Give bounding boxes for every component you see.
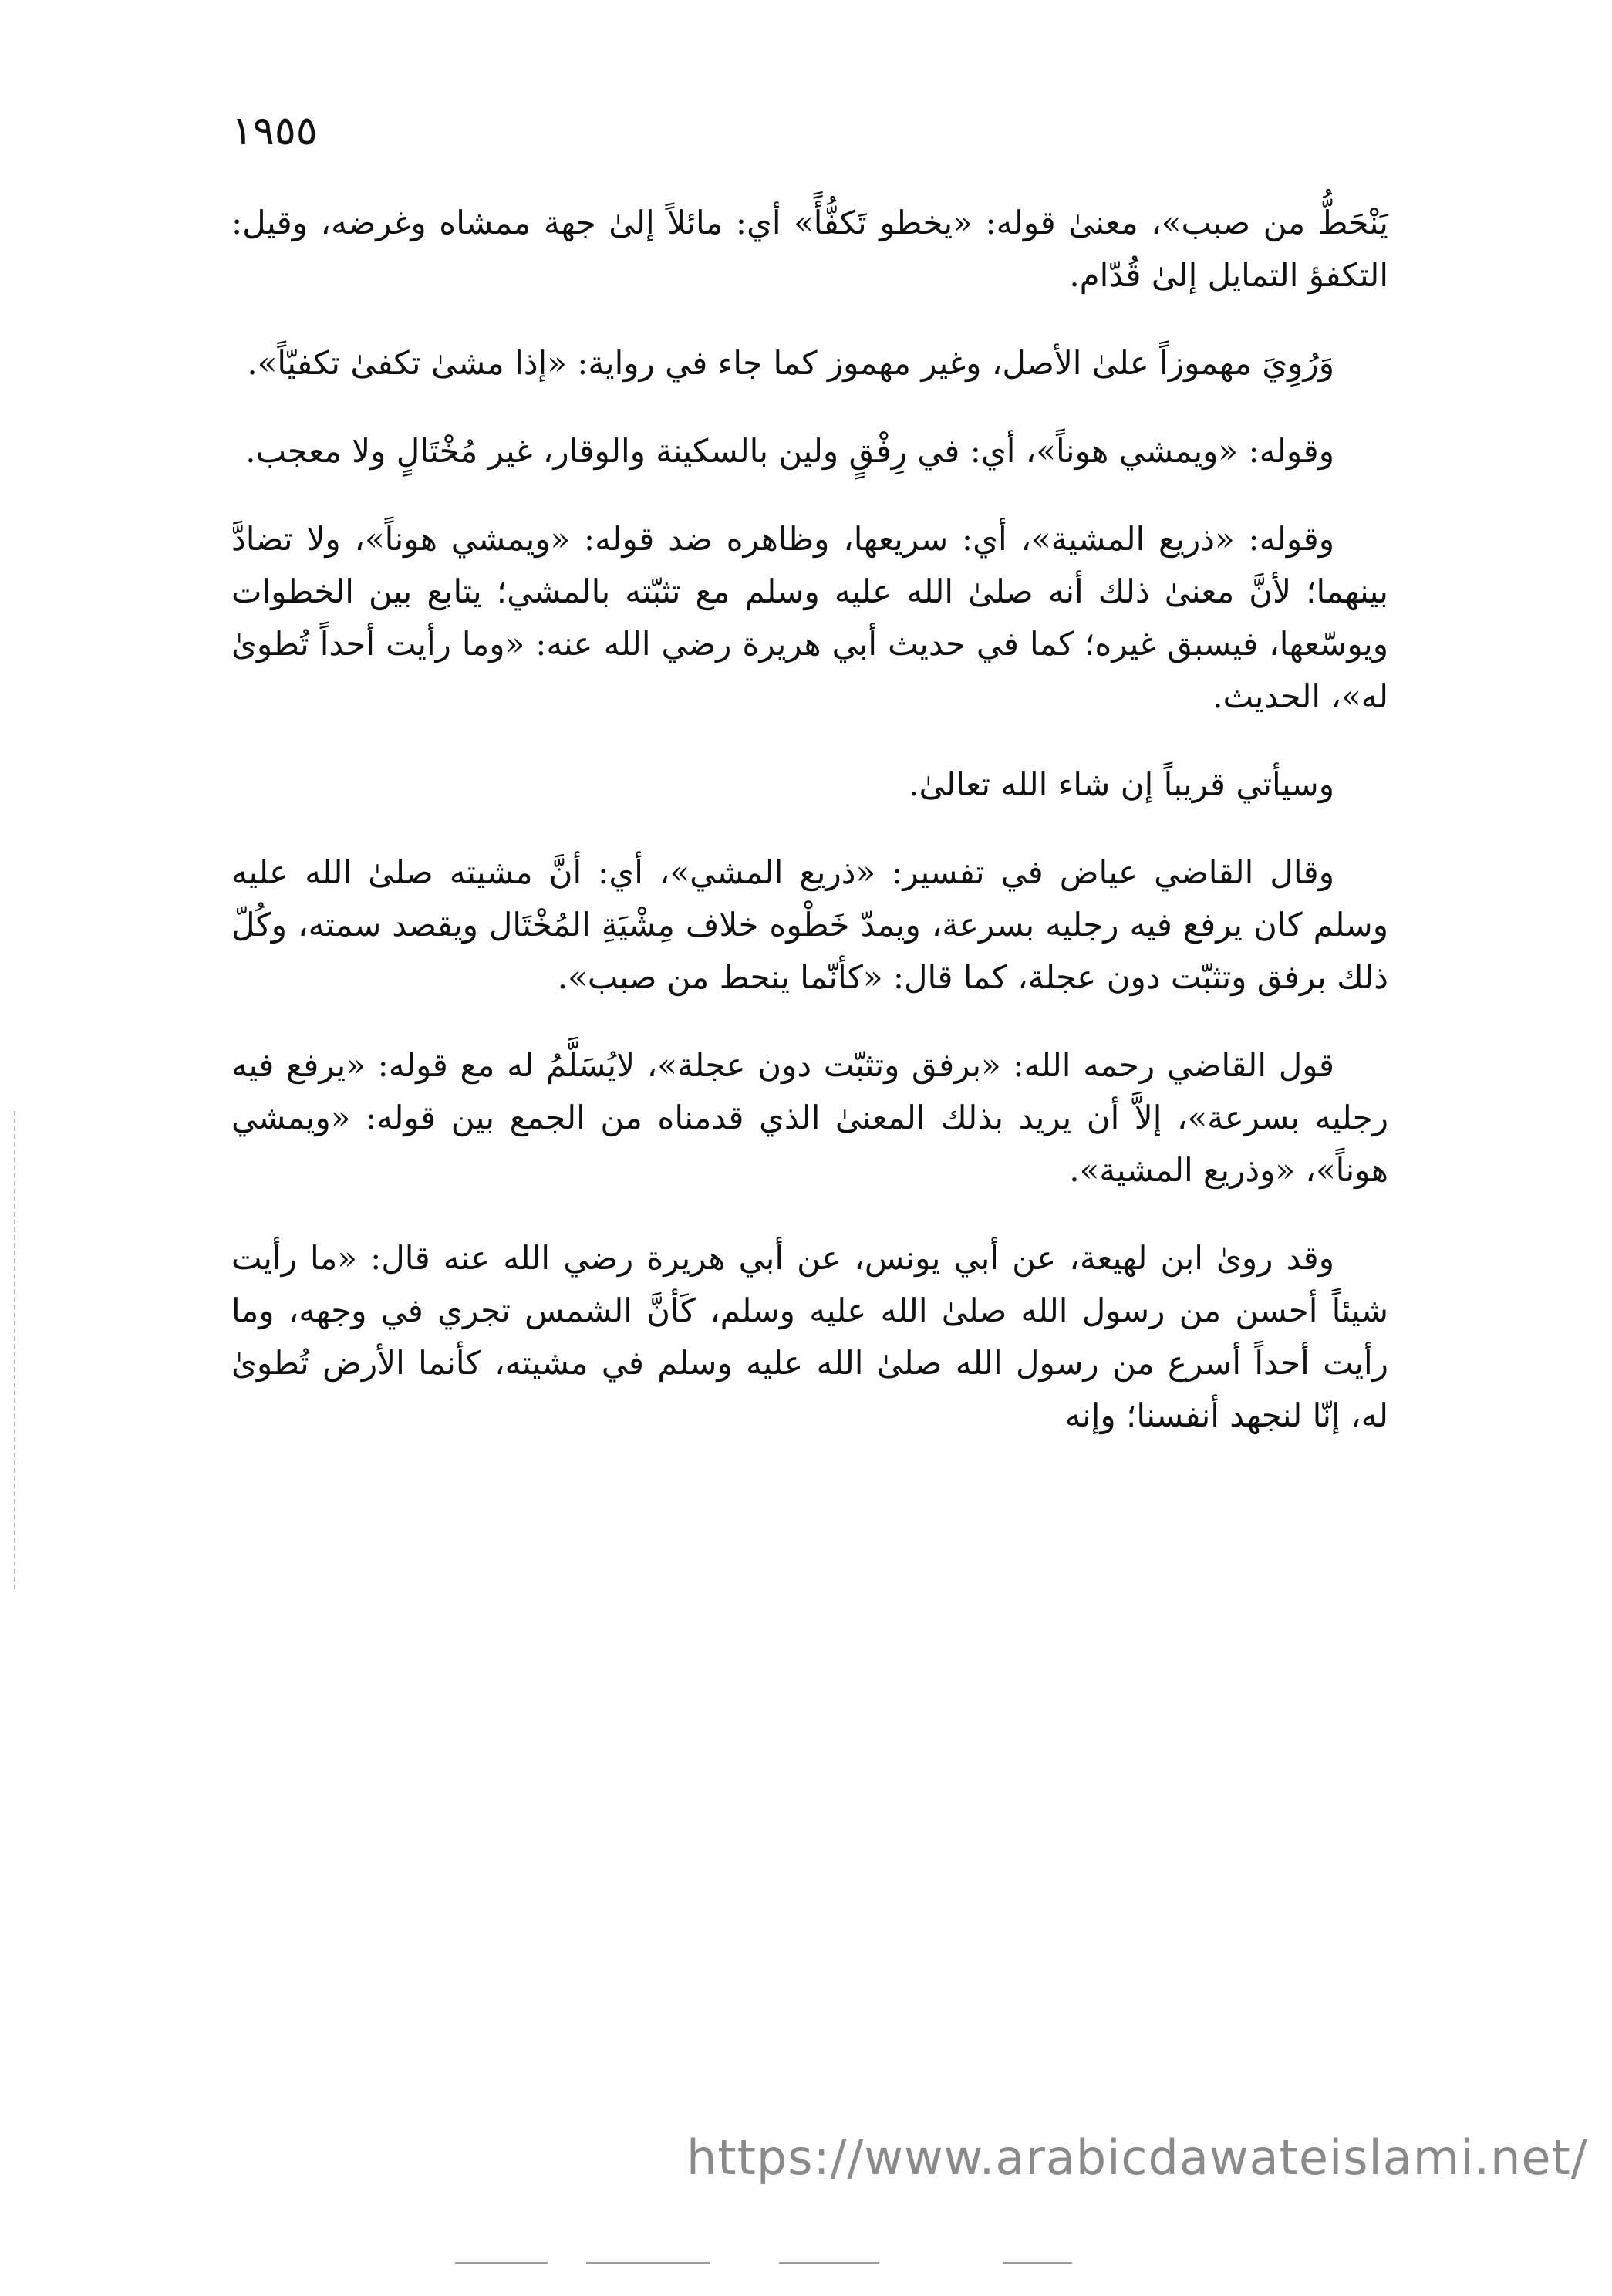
page-number: ١٩٥٥ — [231, 108, 318, 154]
bottom-rule — [779, 2262, 879, 2264]
bottom-rule — [1003, 2262, 1072, 2264]
paragraph-3: وقوله: «ويمشي هوناً»، أي: في رِفْقٍ ولين بالسكينة والوقار، غير مُخْتَالٍ ولا معجب. — [245, 432, 1334, 470]
paragraph-6: وقال القاضي عياض في تفسير: «ذريع المشي»، أي: أنَّ مشيته صلىٰ الله عليه وسلم كان يرفع فيه رجليه بسرعة، ويمدّ خَطْوه خلاف مِشْيَةِ المُخْتَال ويقصد سمته، وكُلّ ذلك برفق وتثبّت دون عجلة، كما قال: «كأنّما ينحط من صبب». — [231, 853, 1388, 996]
main-text — [231, 197, 1388, 1477]
paragraph-5: وسيأتي قريباً إن شاء الله تعالىٰ. — [909, 765, 1334, 803]
paragraph-4: وقوله: «ذريع المشية»، أي: سريعها، وظاهره ضد قوله: «ويمشي هوناً»، ولا تضادَّ بينهما؛ لأنَّ معنىٰ ذلك أنه صلىٰ الله عليه وسلم مع تثبّته بالمشي؛ يتابع بين الخطوات ويوسّعها، فيسبق غيره؛ كما في حديث أبي هريرة رضي الله عنه: «وما رأيت أحداً تُطوىٰ له»، الحديث. — [231, 520, 1388, 715]
scan-margin-line — [14, 1111, 17, 1589]
website-watermark: https://www.arabicdawateislami.net/ — [686, 2129, 1588, 2186]
paragraph-7: قول القاضي رحمه الله: «برفق وتثبّت دون عجلة»، لايُسَلَّمُ له مع قوله: «يرفع فيه رجليه بسرعة»، إلاَّ أن يريد بذلك المعنىٰ الذي قدمناه من الجمع بين قوله: «ويمشي هوناً»، «وذريع المشية». — [231, 1046, 1388, 1189]
bottom-rule — [586, 2262, 710, 2264]
bottom-rule — [455, 2262, 548, 2264]
paragraph-1: يَنْحَطُّ من صبب»، معنىٰ قوله: «يخطو تَكفُّأً» أي: مائلاً إلىٰ جهة ممشاه وغرضه، وقيل: التكفؤ التمايل إلىٰ قُدّام. — [231, 204, 1388, 294]
paragraph-2: وَرُوِيَ مهموزاً علىٰ الأصل، وغير مهموز كما جاء في رواية: «إذا مشىٰ تكفىٰ تكفيّاً». — [247, 344, 1334, 382]
paragraph-8: وقد روىٰ ابن لهيعة، عن أبي يونس، عن أبي هريرة رضي الله عنه قال: «ما رأيت شيئاً أحسن من رسول الله صلىٰ الله عليه وسلم، كَأنَّ الشمس تجري في وجهه، وما رأيت أحداً أسرع من رسول الله صلىٰ الله عليه وسلم في مشيته، كأنما الأرض تُطوىٰ له، إنّا لنجهد أنفسنا؛ وإنه — [231, 1239, 1388, 1434]
